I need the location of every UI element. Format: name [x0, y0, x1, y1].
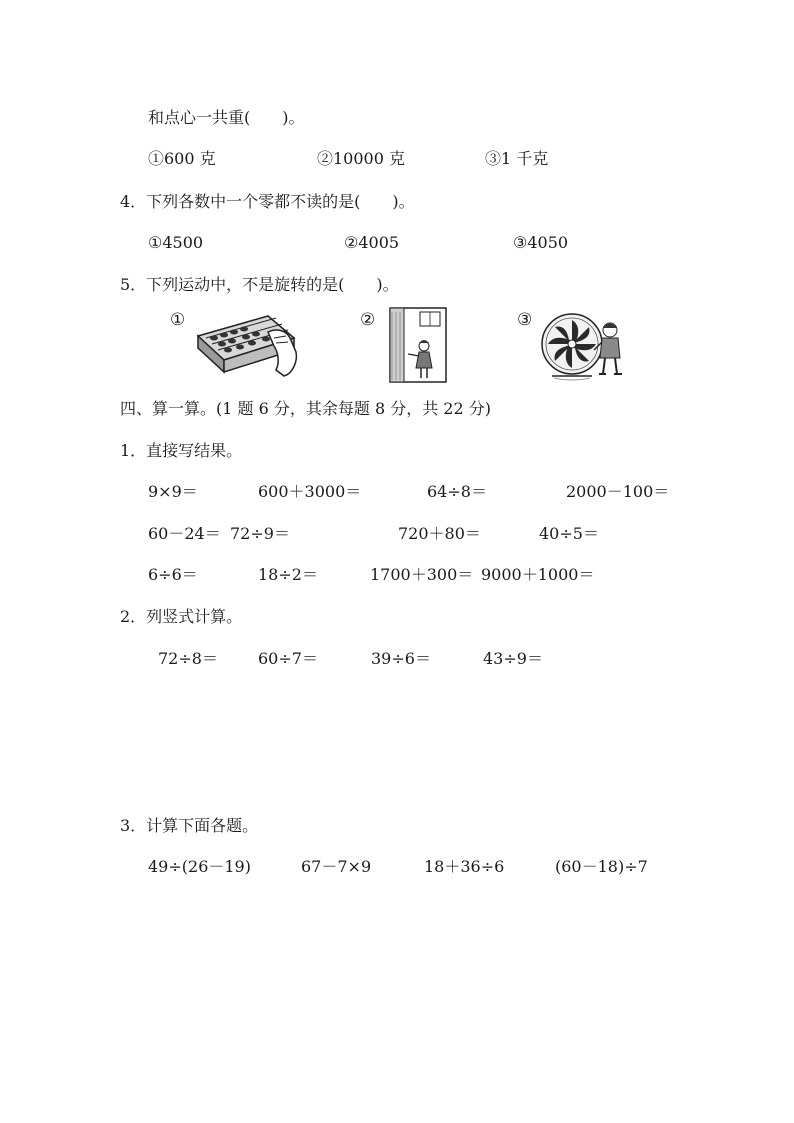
q2-item-4: 43÷9＝: [483, 649, 543, 668]
abacus-image: [190, 308, 300, 380]
q1-r1-item-4: 2000－100＝: [566, 482, 670, 501]
q1-r3-item-3: 1700＋300＝: [370, 565, 474, 584]
q3-option-1: ①600 克: [148, 149, 216, 168]
section4-title: 四、算一算。(1 题 6 分，其余每题 8 分，共 22 分): [120, 399, 491, 418]
section4-q3-title: 3．计算下面各题。: [120, 816, 259, 835]
q2-item-1: 72÷8＝: [158, 649, 218, 668]
q5-option-label-3: ③: [517, 310, 533, 330]
q1-r2-item-4: 40÷5＝: [539, 524, 599, 543]
section4-q1-title: 1．直接写结果。: [120, 441, 243, 460]
q2-item-3: 39÷6＝: [371, 649, 431, 668]
q4-option-1: ①4500: [148, 233, 204, 252]
q3-option-3: ③1 千克: [485, 149, 549, 168]
q4-option-3: ③4050: [513, 233, 569, 252]
q1-r1-item-2: 600＋3000＝: [258, 482, 362, 501]
q5-text: 5．下列运动中，不是旋转的是( )。: [120, 275, 399, 294]
q1-r2-item-3: 720＋80＝: [398, 524, 481, 543]
q1-r3-item-2: 18÷2＝: [258, 565, 318, 584]
q3-item-2: 67－7×9: [301, 857, 372, 876]
door-image: [388, 306, 448, 384]
q5-option-label-2: ②: [360, 310, 376, 330]
q4-option-2: ②4005: [344, 233, 400, 252]
q1-r3-item-1: 6÷6＝: [148, 565, 198, 584]
q1-r3-item-4: 9000＋1000＝: [481, 565, 595, 584]
section4-q2-title: 2．列竖式计算。: [120, 607, 243, 626]
q4-text: 4．下列各数中一个零都不读的是( )。: [120, 192, 415, 211]
q3-tail-text: 和点心一共重( )。: [148, 108, 305, 127]
q3-option-2: ②10000 克: [317, 149, 405, 168]
q1-r2-item-2: 72÷9＝: [230, 524, 290, 543]
q1-r1-item-3: 64÷8＝: [427, 482, 487, 501]
q3-item-3: 18＋36÷6: [424, 857, 505, 876]
q1-r2-item-1: 60－24＝: [148, 524, 221, 543]
q3-item-4: (60－18)÷7: [555, 857, 648, 876]
fan-image: [538, 306, 632, 384]
q5-option-label-1: ①: [170, 310, 186, 330]
q3-item-1: 49÷(26－19): [148, 857, 251, 876]
q2-item-2: 60÷7＝: [258, 649, 318, 668]
q1-r1-item-1: 9×9＝: [148, 482, 198, 501]
